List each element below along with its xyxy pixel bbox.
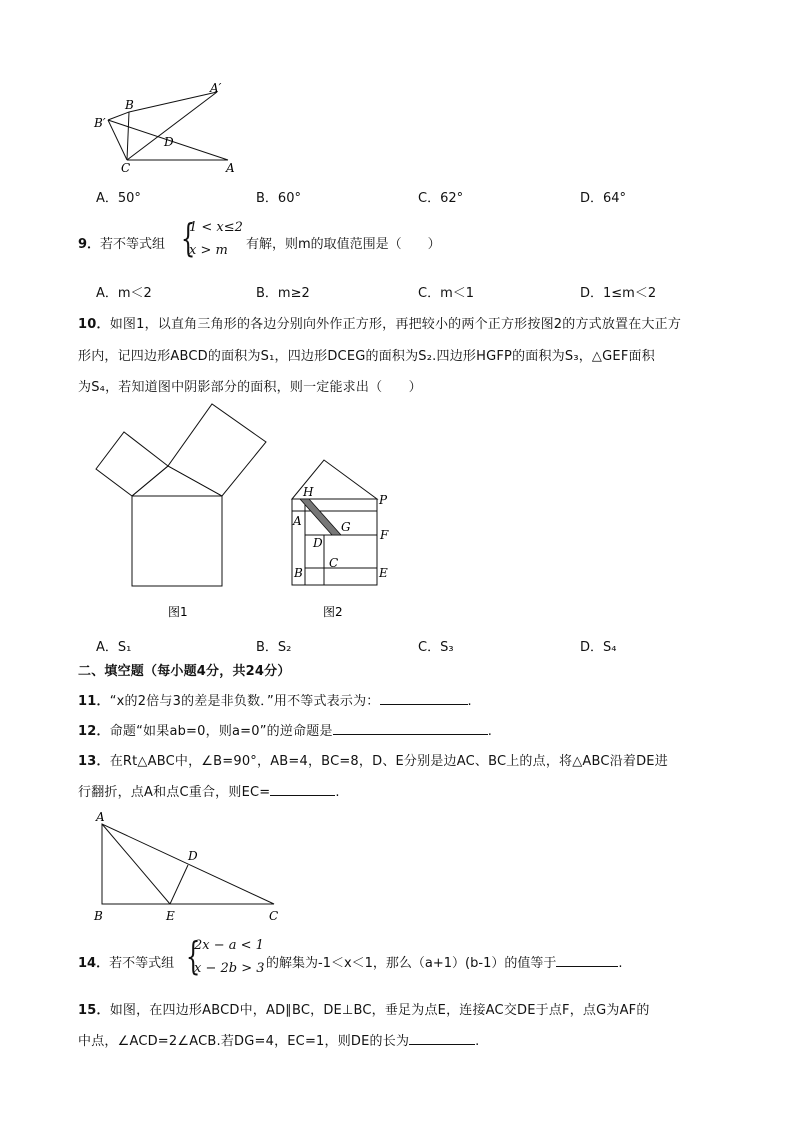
q8-label-a-prime: A′: [210, 81, 222, 95]
q8-figure: [88, 80, 248, 175]
q9-option-d[interactable]: D．1≤m＜2: [580, 286, 657, 301]
q10-fig1-caption: 图1: [168, 605, 188, 619]
q10-fig2-label-d: D: [313, 536, 323, 550]
q10-fig2-label-p: P: [379, 493, 388, 507]
q10-fig2-label-g: G: [341, 520, 351, 534]
q10-fig2-label-e: E: [379, 566, 388, 580]
q14-inequality-2: x − 2b > 3: [194, 961, 265, 976]
q14-answer-blank[interactable]: [556, 954, 618, 967]
q14-text-after: 的解集为-1＜x＜1，那么（a+1）(b-1）的值等于 .: [266, 956, 623, 971]
q9-brace: {: [180, 216, 196, 260]
q12-answer-blank[interactable]: [333, 722, 488, 735]
q10-fig2-label-a: A: [293, 514, 302, 528]
q9-option-b[interactable]: B．m≥2: [256, 286, 310, 301]
section-2-title: 二、填空题（每小题4分，共24分）: [78, 664, 291, 679]
q10-line-3: 为S₄，若知道图中阴影部分的面积，则一定能求出（ ）: [78, 380, 422, 395]
q14-number: 14．: [78, 956, 110, 971]
q10-number: 10．: [78, 317, 110, 332]
q8-option-a[interactable]: A．50°: [96, 191, 141, 206]
q10-option-a[interactable]: A．S₁: [96, 640, 132, 655]
q9-inequality-2: x > m: [189, 243, 228, 258]
q9-option-c[interactable]: C．m＜1: [418, 286, 475, 301]
q13-number: 13．: [78, 754, 110, 769]
q10-figure-2: [283, 455, 408, 627]
q11-line: 11．“x的2倍与3的差是非负数．”用不等式表示为： .: [78, 694, 472, 709]
q9-option-a[interactable]: A．m＜2: [96, 286, 152, 301]
q10-option-d[interactable]: D．S₄: [580, 640, 617, 655]
q11-answer-blank[interactable]: [380, 692, 468, 705]
q10-line-2: 形内，记四边形ABCD的面积为S₁，四边形DCEG的面积为S₂.四边形HGFP的面积为S₃，△GEF面积: [78, 349, 655, 364]
q14-inequality-1: 2x − a < 1: [194, 938, 264, 953]
q8-option-c[interactable]: C．62°: [418, 191, 464, 206]
q9-text-after: 有解，则m的取值范围是（ ）: [246, 237, 441, 252]
q8-option-d[interactable]: D．64°: [580, 191, 627, 206]
q15-answer-blank[interactable]: [409, 1032, 475, 1045]
q9-number: 9．: [78, 237, 101, 252]
q12-number: 12．: [78, 724, 110, 739]
q10-fig2-label-c: C: [329, 556, 339, 570]
q10-fig2-caption: 图2: [323, 605, 343, 619]
q10-fig2-label-b: B: [294, 566, 303, 580]
q10-fig2-label-h: H: [303, 485, 314, 499]
q13-label-d: D: [188, 849, 198, 863]
q8-label-d: D: [164, 135, 174, 149]
q8-label-c: C: [121, 161, 131, 175]
q15-number: 15．: [78, 1003, 110, 1018]
q10-figure-1: [88, 402, 278, 627]
q14-stem-start: 14．若不等式组: [78, 956, 175, 971]
q9-stem-start: [78, 233, 165, 252]
q13-label-b: B: [94, 909, 103, 923]
q14-brace: {: [185, 934, 201, 978]
q10-option-c[interactable]: C．S₃: [418, 640, 454, 655]
q15-line-2: 中点，∠ACD=2∠ACB.若DG=4，EC=1，则DE的长为 .: [78, 1034, 480, 1049]
q9-text-before: 若不等式组: [100, 237, 166, 252]
q13-label-a: A: [96, 810, 105, 824]
q13-answer-blank[interactable]: [270, 783, 335, 796]
q13-figure: [88, 810, 298, 925]
q8-label-b: B: [125, 98, 134, 112]
q15-line-1: 15．如图，在四边形ABCD中，AD∥BC，DE⊥BC，垂足为点E，连接AC交DE于点F，点G为AF的: [78, 1003, 650, 1018]
q10-line-1: 10．如图1，以直角三角形的各边分别向外作正方形，再把较小的两个正方形按图2的方式放置在大正方: [78, 317, 682, 332]
q9-inequality-1: 1 < x≤2: [189, 220, 243, 235]
q12-line: 12．命题“如果ab=0，则a=0”的逆命题是 .: [78, 724, 493, 739]
q8-label-b-prime: B′: [94, 116, 106, 130]
q10-option-b[interactable]: B．S₂: [256, 640, 292, 655]
q11-number: 11．: [78, 694, 110, 709]
q13-line-1: 13．在Rt△ABC中，∠B=90°，AB=4，BC=8，D、E分别是边AC、BC上的点，将△ABC沿着DE进: [78, 754, 668, 769]
q13-label-e: E: [166, 909, 175, 923]
q8-label-a: A: [226, 161, 235, 175]
q10-fig2-label-f: F: [380, 528, 389, 542]
q13-label-c: C: [269, 909, 279, 923]
q8-option-b[interactable]: B．60°: [256, 191, 301, 206]
q13-line-2: 行翻折，点A和点C重合，则EC= .: [78, 785, 340, 800]
